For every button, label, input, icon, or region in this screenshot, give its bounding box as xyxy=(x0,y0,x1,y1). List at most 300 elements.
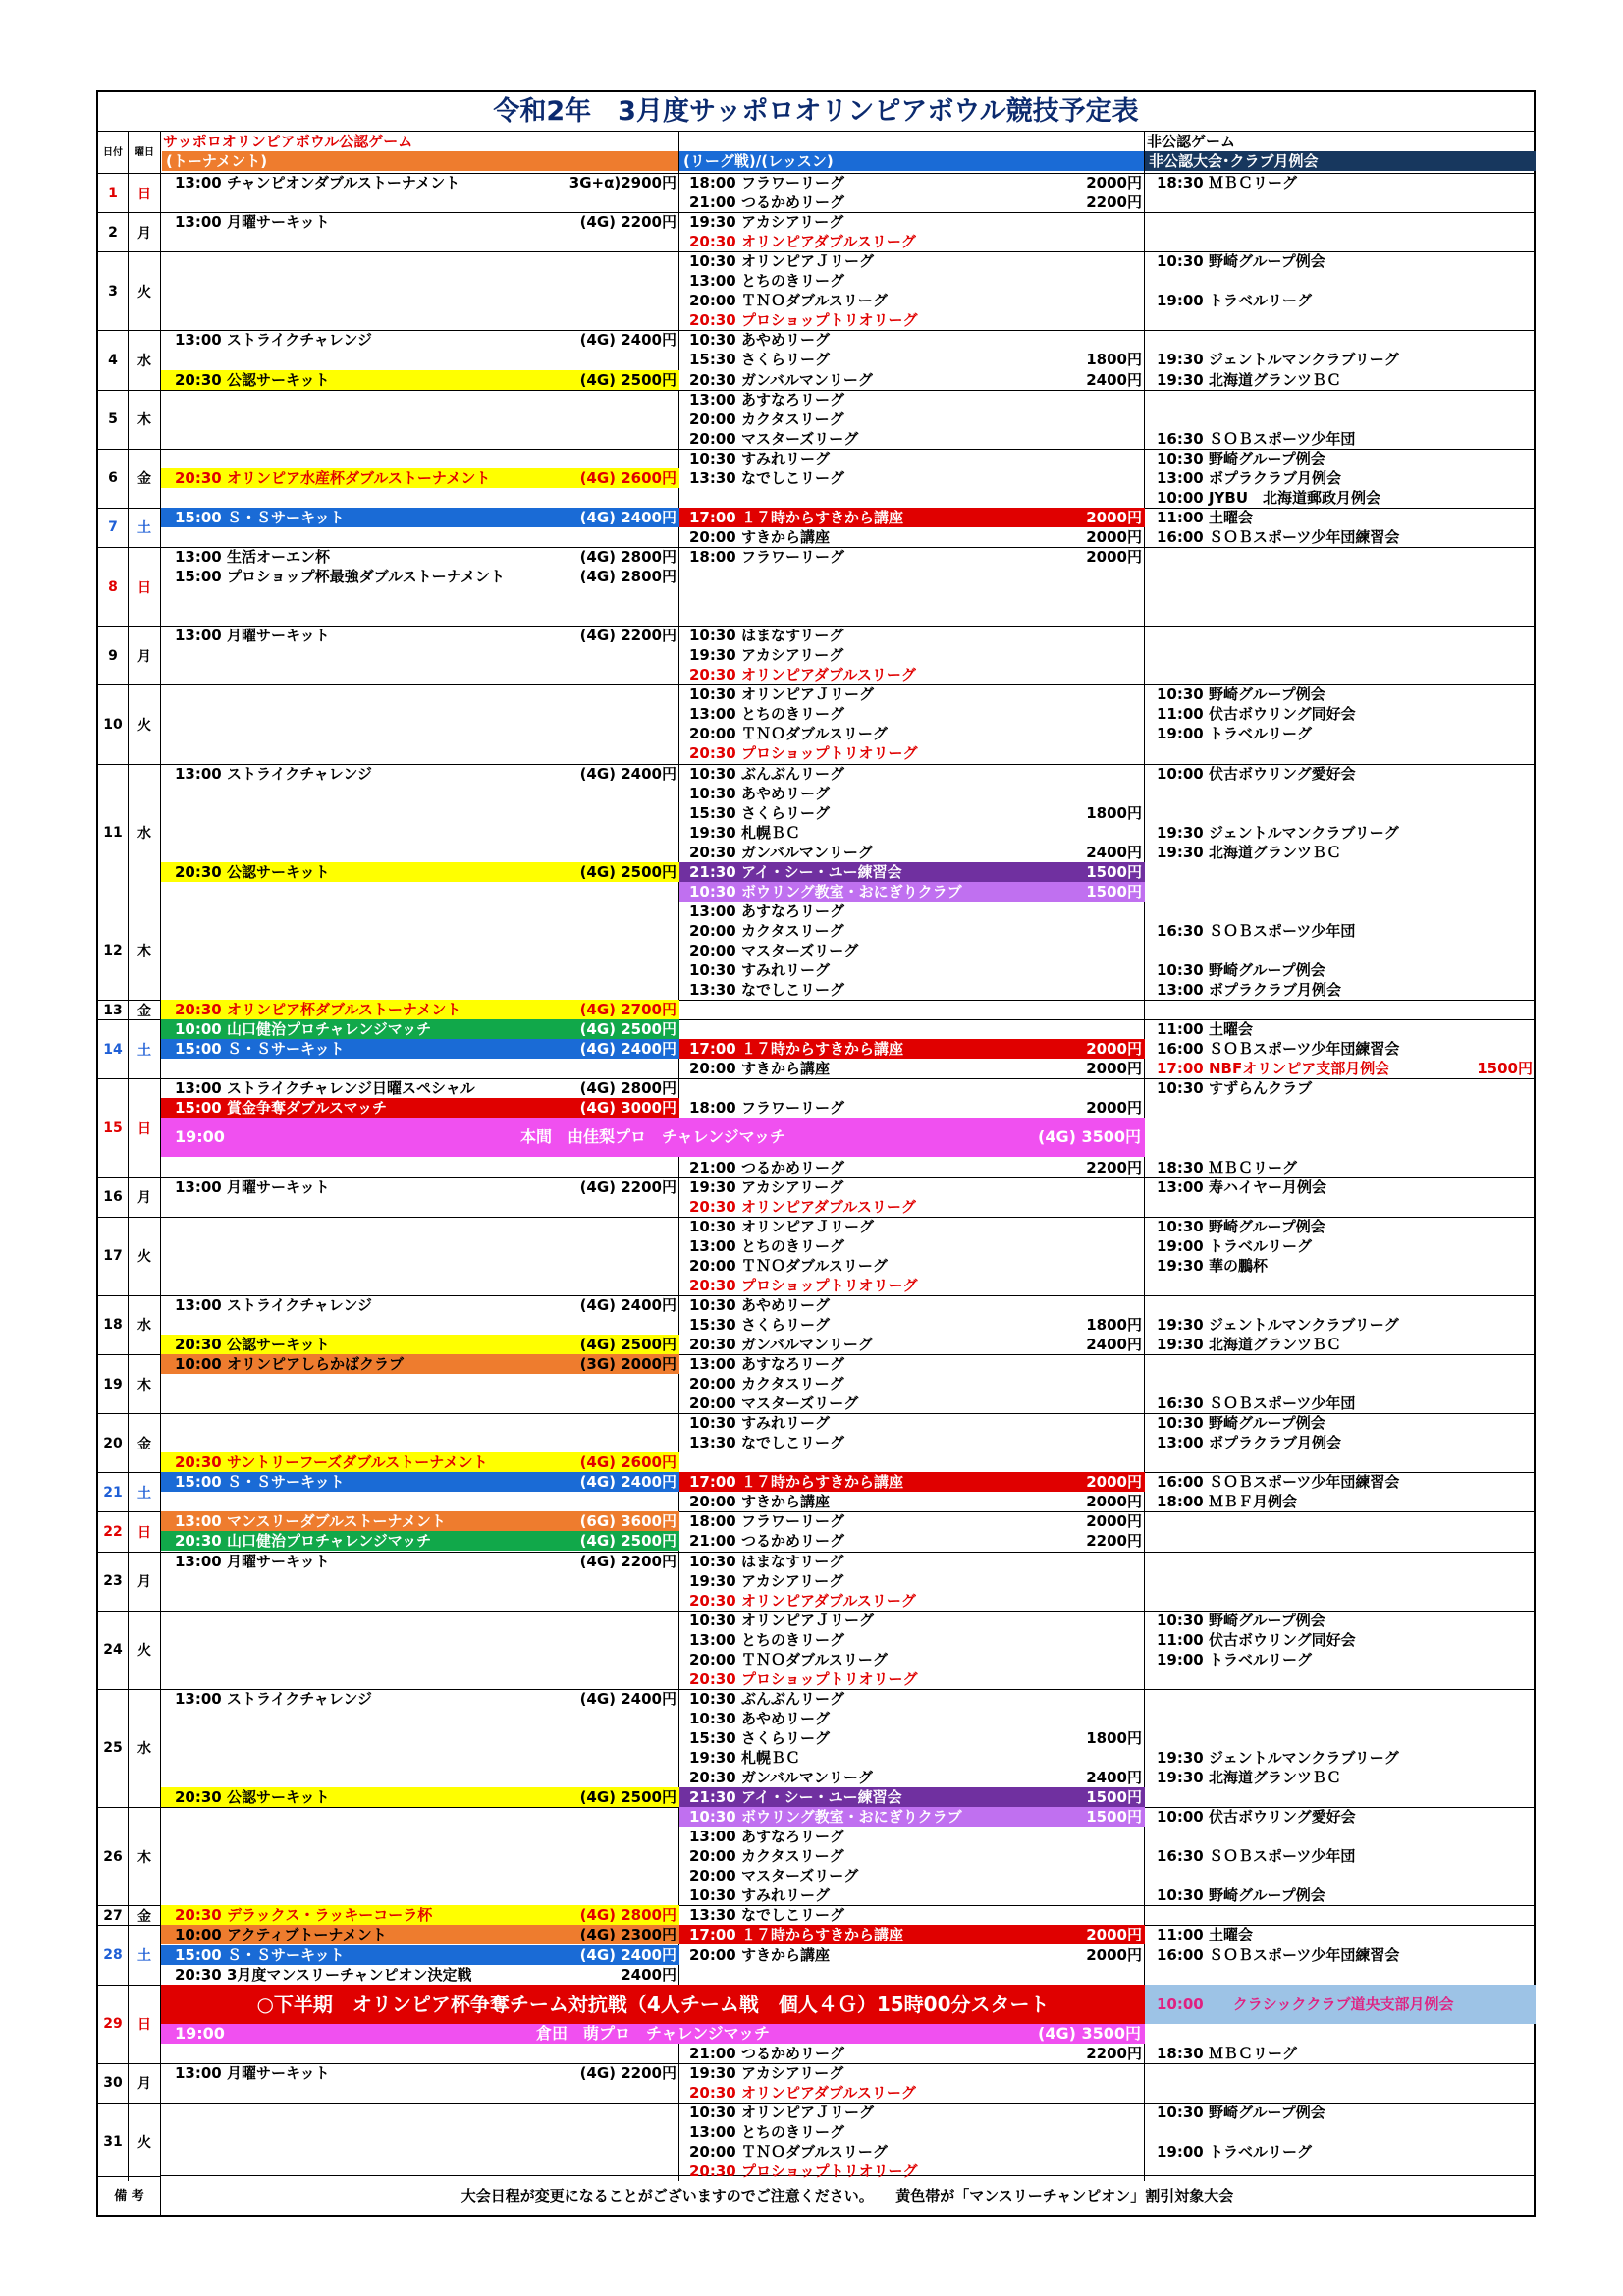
col2-event xyxy=(679,1571,1145,1591)
event-name: 21:30 アイ・シー・ユー練習会 xyxy=(689,862,902,881)
col3-event xyxy=(1145,1394,1536,1413)
event-name: 10:30 すみれリーグ xyxy=(689,1414,830,1433)
col2-event xyxy=(679,1354,1145,1374)
col2-event xyxy=(679,1866,1145,1886)
event-price: (4G) 2600円 xyxy=(579,1453,676,1472)
col1-event xyxy=(161,1511,679,1531)
event-name: 19:30 ジェントルマンクラブリーグ xyxy=(1157,823,1399,842)
col2-event xyxy=(679,941,1145,960)
col2-event xyxy=(679,1315,1145,1335)
col2-event xyxy=(679,1768,1145,1787)
col2-event xyxy=(679,1335,1145,1354)
event-name: 10:00 伏古ボウリング愛好会 xyxy=(1157,1808,1356,1827)
day-number: 7 xyxy=(98,509,129,547)
event-name: 16:00 ＳＯＢスポーツ少年団練習会 xyxy=(1157,1473,1400,1492)
official-header: サッポロオリンピアボウル公認ゲーム xyxy=(163,133,413,150)
event-price: (4G) 2200円 xyxy=(579,2063,676,2082)
event-name: 15:00 賞金争奪ダブルスマッチ xyxy=(175,1099,388,1118)
col3-event xyxy=(1145,291,1536,310)
event-name: 13:00 寿ハイヤー月例会 xyxy=(1157,1177,1326,1196)
event-price: 2000円 xyxy=(1086,1493,1142,1511)
weekday: 土 xyxy=(137,1042,151,1059)
event-name: 10:30 すみれリーグ xyxy=(689,1886,830,1905)
day-cell xyxy=(98,1807,161,1905)
col3-event xyxy=(1145,1807,1536,1827)
col2-event xyxy=(679,1689,1145,1709)
event-name: 13:00 あすなろリーグ xyxy=(689,1355,844,1373)
col3-event xyxy=(1145,1217,1536,1236)
event-name: 20:30 オリンピアダブルスリーグ xyxy=(689,666,916,684)
col1-event xyxy=(161,212,679,232)
event-name: 10:00 山口健治プロチャレンジマッチ xyxy=(175,1020,432,1039)
col2-event xyxy=(679,1158,1145,1177)
event-name: 20:00 マスターズリーグ xyxy=(689,1394,859,1413)
event-name: 20:30 オリンピア水産杯ダブルストーナメント xyxy=(175,468,491,487)
col1-event xyxy=(161,764,679,784)
event-name: 19:00 トラベルリーグ xyxy=(1157,2143,1312,2160)
event-name: 20:30 オリンピアダブルスリーグ xyxy=(689,2083,916,2102)
event-price: 2000円 xyxy=(1086,1473,1142,1492)
day-number: 31 xyxy=(98,2104,129,2181)
event-name: 10:30 オリンピアＪリーグ xyxy=(689,1611,874,1629)
day-cell xyxy=(98,2103,161,2181)
event-price: (4G) 2400円 xyxy=(579,1040,676,1059)
col2-event xyxy=(679,2044,1145,2063)
event-price: (4G) 2500円 xyxy=(579,370,676,389)
weekday: 木 xyxy=(137,1849,151,1866)
event-name: 21:30 アイ・シー・ユー練習会 xyxy=(689,1788,902,1807)
col2-event xyxy=(679,173,1145,192)
col2-event xyxy=(679,1709,1145,1728)
event-name: 20:30 ガンバルマンリーグ xyxy=(689,843,873,861)
col2-event xyxy=(679,271,1145,291)
event-name: 13:00 月曜サーキット xyxy=(175,2063,330,2082)
event-name: 21:00 つるかめリーグ xyxy=(689,2044,844,2062)
col3-event xyxy=(1145,429,1536,449)
day-number: 1 xyxy=(98,174,129,212)
weekday: 金 xyxy=(137,1908,151,1925)
weekday: 土 xyxy=(137,1948,151,1964)
event-price: 2400円 xyxy=(1086,843,1142,861)
event-name: 19:00 トラベルリーグ xyxy=(1157,1236,1312,1255)
col2-event xyxy=(679,1650,1145,1669)
event-name: 15:00 Ｓ・Ｓサーキット xyxy=(175,1945,345,1964)
col3-event xyxy=(1145,1650,1536,1669)
day-number: 26 xyxy=(98,1808,129,1905)
col3-event xyxy=(1145,1472,1536,1492)
event-price: 1800円 xyxy=(1086,803,1142,822)
col1-event xyxy=(161,1019,679,1039)
day-cell xyxy=(98,449,161,508)
col2-event xyxy=(679,1905,1145,1925)
col2-event xyxy=(679,1728,1145,1748)
event-price: (4G) 2400円 xyxy=(579,1473,676,1492)
col3-event xyxy=(1145,1335,1536,1354)
day-cell xyxy=(98,1413,161,1472)
day-number: 3 xyxy=(98,252,129,330)
col2-event xyxy=(679,370,1145,390)
day-cell xyxy=(98,1295,161,1354)
event-price: 1800円 xyxy=(1086,351,1142,369)
event-name: 13:00 ボプラクラブ月例会 xyxy=(1157,468,1341,487)
event-name: 10:00 伏古ボウリング愛好会 xyxy=(1157,764,1356,783)
event-name: 20:00 すきから講座 xyxy=(689,1060,830,1078)
event-name: 13:00 月曜サーキット xyxy=(175,1552,330,1570)
col1-event xyxy=(161,1039,679,1059)
event-name: 19:30 華の鵬杯 xyxy=(1157,1256,1268,1275)
event-name: 10:30 オリンピアＪリーグ xyxy=(689,1217,874,1235)
event-price: (4G) 2400円 xyxy=(579,764,676,783)
event-name: 18:00 フラワーリーグ xyxy=(689,547,844,566)
col3-event xyxy=(1145,1433,1536,1452)
day-cell xyxy=(98,1925,161,1984)
col2-event xyxy=(679,1374,1145,1394)
event-name: 18:00 フラワーリーグ xyxy=(689,174,844,191)
col3-event xyxy=(1145,2142,1536,2161)
event-name: 10:30 オリンピアＪリーグ xyxy=(689,2103,874,2121)
banner-time: 19:00 xyxy=(175,1127,225,1147)
event-name: 21:00 つるかめリーグ xyxy=(689,1532,844,1551)
event-name: 13:00 ストライクチャレンジ xyxy=(175,331,373,350)
col2-event xyxy=(679,1433,1145,1452)
day-number: 9 xyxy=(98,627,129,684)
col3-event xyxy=(1145,1158,1536,1177)
date-header: 日付 xyxy=(103,147,123,158)
event-name: 19:30 北海道グランツＢＣ xyxy=(1157,1335,1341,1353)
day-number: 18 xyxy=(98,1296,129,1354)
col2-event xyxy=(679,1276,1145,1295)
event-name: 13:00 月曜サーキット xyxy=(175,627,330,645)
col2-event xyxy=(679,1511,1145,1531)
col1-event xyxy=(161,626,679,645)
event-name: 13:00 とちのきリーグ xyxy=(689,1630,844,1649)
day-number: 15 xyxy=(98,1079,129,1176)
event-price: (6G) 3600円 xyxy=(579,1512,676,1531)
event-price: (4G) 2500円 xyxy=(579,1020,676,1039)
event-name: 10:30 ぶんぶんリーグ xyxy=(689,1689,844,1708)
weekday: 日 xyxy=(137,579,151,596)
weekday: 木 xyxy=(137,1377,151,1394)
col1-event xyxy=(161,1354,679,1374)
team-battle-banner xyxy=(161,1985,1145,2024)
event-name: 10:30 野崎グループ例会 xyxy=(1157,1414,1325,1433)
col2-event xyxy=(679,1098,1145,1118)
col1-event xyxy=(161,1905,679,1925)
col3-event xyxy=(1145,684,1536,704)
weekday: 土 xyxy=(137,520,151,537)
weekday: 火 xyxy=(137,1643,151,1660)
event-name: 17:00 １７時からすきから講座 xyxy=(689,1473,903,1492)
event-name: 20:30 プロショップトリオリーグ xyxy=(689,311,918,330)
day-number: 11 xyxy=(98,765,129,902)
col3-event xyxy=(1145,1748,1536,1768)
event-name: 10:30 野崎グループ例会 xyxy=(1157,1217,1325,1235)
event-name: 18:30 ＭＢＣリーグ xyxy=(1157,2044,1297,2062)
weekday: 日 xyxy=(137,2017,151,2034)
col2-event xyxy=(679,547,1145,567)
day-cell xyxy=(98,330,161,389)
col2-event xyxy=(679,1591,1145,1611)
day-number: 21 xyxy=(98,1473,129,1511)
banner-time: 19:00 xyxy=(175,2023,225,2043)
col2-event xyxy=(679,429,1145,449)
event-name: 16:30 ＳＯＢスポーツ少年団 xyxy=(1157,921,1356,940)
event-name: 10:30 すみれリーグ xyxy=(689,961,830,979)
col2-event xyxy=(679,1472,1145,1492)
col2-event xyxy=(679,2142,1145,2161)
col1-event xyxy=(161,1335,679,1354)
event-name: 17:00 １７時からすきから講座 xyxy=(689,508,903,526)
event-name: 16:30 ＳＯＢスポーツ少年団 xyxy=(1157,1847,1356,1866)
event-name: 17:00 １７時からすきから講座 xyxy=(689,1926,903,1944)
col3-event xyxy=(1145,370,1536,390)
event-name: 13:00 とちのきリーグ xyxy=(689,1236,844,1255)
col2-event xyxy=(679,1295,1145,1315)
event-name: 15:30 さくらリーグ xyxy=(689,803,830,822)
event-name: 20:30 公認サーキット xyxy=(175,370,330,389)
event-name: 13:30 なでしこリーグ xyxy=(689,1434,844,1452)
event-price: 2200円 xyxy=(1086,1532,1142,1551)
weekday: 金 xyxy=(137,471,151,488)
col3-event xyxy=(1145,468,1536,488)
event-name: 11:00 伏古ボウリング同好会 xyxy=(1157,1630,1356,1649)
col1-event xyxy=(161,173,679,192)
col1-event xyxy=(161,2063,679,2083)
event-price: 2000円 xyxy=(1086,527,1142,546)
day-cell xyxy=(98,212,161,251)
event-name: 13:00 とちのきリーグ xyxy=(689,272,844,291)
col3-event xyxy=(1145,1630,1536,1650)
col2-event xyxy=(679,626,1145,645)
event-price: 2400円 xyxy=(1086,1769,1142,1787)
event-name: 10:30 あやめリーグ xyxy=(689,1295,830,1314)
col2-event xyxy=(679,1256,1145,1276)
day-number: 16 xyxy=(98,1178,129,1217)
event-price: 1500円 xyxy=(1086,1788,1142,1807)
day-number: 8 xyxy=(98,548,129,626)
event-name: 15:00 Ｓ・Ｓサーキット xyxy=(175,1040,345,1059)
weekday: 金 xyxy=(137,1003,151,1019)
event-price: 1800円 xyxy=(1086,1315,1142,1334)
col1-event xyxy=(161,468,679,488)
col3-event xyxy=(1145,488,1536,508)
col3-event xyxy=(1145,1886,1536,1905)
event-name: 18:30 ＭＢＣリーグ xyxy=(1157,174,1297,191)
col1-event xyxy=(161,567,679,586)
col2-event xyxy=(679,1492,1145,1511)
event-price: (4G) 2800円 xyxy=(579,568,676,585)
event-name: 16:30 ＳＯＢスポーツ少年団 xyxy=(1157,1394,1356,1413)
page-title: 令和2年 3月度サッポロオリンピアボウル競技予定表 xyxy=(98,92,1534,132)
day-cell xyxy=(98,173,161,212)
col1-event xyxy=(161,1945,679,1965)
event-price: 2000円 xyxy=(1086,547,1142,566)
day-cell xyxy=(98,2063,161,2103)
day-number: 25 xyxy=(98,1690,129,1807)
banner-title: 倉田 萌プロ チャレンジマッチ xyxy=(535,2023,771,2043)
event-price: (4G) 2200円 xyxy=(579,213,676,232)
col1-event xyxy=(161,1177,679,1197)
col3-event xyxy=(1145,1177,1536,1197)
event-name: 20:00 カクタスリーグ xyxy=(689,410,844,428)
event-price: 2000円 xyxy=(1086,1945,1142,1964)
col1-event xyxy=(161,547,679,567)
col2-event xyxy=(679,350,1145,369)
day-cell xyxy=(98,1217,161,1295)
day-number: 19 xyxy=(98,1355,129,1413)
col2-event xyxy=(679,310,1145,330)
event-name: 20:30 オリンピアダブルスリーグ xyxy=(689,1591,916,1610)
event-name: 20:30 デラックス・ラッキーコーラ杯 xyxy=(175,1906,433,1925)
col2-event xyxy=(679,843,1145,862)
day-cell xyxy=(98,764,161,902)
event-price: 2400円 xyxy=(1086,370,1142,389)
event-price: (4G) 2400円 xyxy=(579,1295,676,1314)
weekday: 火 xyxy=(137,2135,151,2152)
event-name: 18:00 ＭＢＦ月例会 xyxy=(1157,1493,1297,1511)
event-name: 20:30 オリンピアダブルスリーグ xyxy=(689,233,916,251)
event-name: 20:30 サントリーフーズダブルストーナメント xyxy=(175,1453,488,1472)
col2-event xyxy=(679,1630,1145,1650)
event-price: 1500円 xyxy=(1477,1060,1533,1078)
event-name: 11:00 土曜会 xyxy=(1157,1020,1253,1039)
event-name: 18:00 フラワーリーグ xyxy=(689,1099,844,1118)
tournament-header: (トーナメント) xyxy=(162,151,678,171)
col2-event xyxy=(679,468,1145,488)
col2-event xyxy=(679,2083,1145,2103)
col2-event xyxy=(679,882,1145,902)
day-number: 29 xyxy=(98,1986,129,2063)
event-name: 19:00 トラベルリーグ xyxy=(1157,725,1312,743)
col2-event xyxy=(679,449,1145,468)
event-name: 19:30 ジェントルマンクラブリーグ xyxy=(1157,1315,1399,1334)
event-price: (4G) 2200円 xyxy=(579,627,676,645)
event-name: 13:00 とちのきリーグ xyxy=(689,2122,844,2141)
event-name: 11:00 伏古ボウリング同好会 xyxy=(1157,705,1356,724)
event-name: 13:00 あすなろリーグ xyxy=(689,390,844,409)
weekday: 火 xyxy=(137,284,151,301)
event-name: 20:00 すきから講座 xyxy=(689,527,830,546)
col1-event xyxy=(161,1098,679,1118)
event-name: 20:00 ＴＮＯダブルスリーグ xyxy=(689,725,888,743)
event-price: (4G) 2800円 xyxy=(579,1079,676,1098)
day-cell xyxy=(98,1689,161,1807)
day-number: 28 xyxy=(98,1926,129,1984)
col2-event xyxy=(679,1669,1145,1689)
col3-event xyxy=(1145,2103,1536,2122)
weekday: 月 xyxy=(137,1574,151,1591)
event-name: 13:00 ストライクチャレンジ xyxy=(175,764,373,783)
col3-event xyxy=(1145,1768,1536,1787)
event-name: 20:30 3月度マンスリーチャンピオン決定戦 xyxy=(175,1965,472,1984)
day-number: 24 xyxy=(98,1612,129,1689)
col2-event xyxy=(679,1807,1145,1827)
weekday: 木 xyxy=(137,412,151,429)
event-name: 11:00 土曜会 xyxy=(1157,508,1253,526)
event-name: 16:00 ＳＯＢスポーツ少年団練習会 xyxy=(1157,1945,1400,1964)
col3-event xyxy=(1145,1256,1536,1276)
weekday: 水 xyxy=(137,826,151,843)
col2-event xyxy=(679,960,1145,980)
col2-event xyxy=(679,1945,1145,1965)
col2-event xyxy=(679,665,1145,684)
col3-event xyxy=(1145,1039,1536,1059)
weekday: 火 xyxy=(137,717,151,734)
col1-event xyxy=(161,862,679,882)
event-name: 20:30 オリンピア杯ダブルストーナメント xyxy=(175,1001,461,1019)
day-number: 27 xyxy=(98,1906,129,1925)
event-name: 10:30 野崎グループ例会 xyxy=(1157,252,1325,271)
event-name: 20:00 ＴＮＯダブルスリーグ xyxy=(689,292,888,310)
event-price: 2200円 xyxy=(1086,1158,1142,1176)
event-name: 13:00 あすなろリーグ xyxy=(689,902,844,920)
event-name: 13:00 ストライクチャレンジ日曜スペシャル xyxy=(175,1079,475,1098)
event-price: (4G) 2500円 xyxy=(579,1335,676,1353)
weekday: 火 xyxy=(137,1249,151,1266)
event-name: 20:00 マスターズリーグ xyxy=(689,429,859,448)
event-name: 19:30 アカシアリーグ xyxy=(689,1571,844,1590)
col1-event xyxy=(161,1925,679,1944)
event-price: (3G) 2000円 xyxy=(579,1355,676,1373)
event-name: 20:00 ＴＮＯダブルスリーグ xyxy=(689,1256,888,1275)
col3-event xyxy=(1145,1846,1536,1866)
event-price: (4G) 2400円 xyxy=(579,331,676,350)
event-name: 13:00 マンスリーダブルストーナメント xyxy=(175,1512,446,1531)
event-price: 2000円 xyxy=(1086,174,1142,191)
event-name: 13:30 なでしこリーグ xyxy=(689,981,844,1000)
col1-event xyxy=(161,1689,679,1709)
event-price: 2000円 xyxy=(1086,1926,1142,1944)
event-price: 2400円 xyxy=(1086,1335,1142,1353)
event-name: 15:00 プロショップ杯最強ダブルストーナメント xyxy=(175,568,506,585)
event-name: 13:00 とちのきリーグ xyxy=(689,705,844,724)
weekday: 水 xyxy=(137,1741,151,1758)
event-name: 10:30 野崎グループ例会 xyxy=(1157,2103,1325,2121)
event-name: 19:30 アカシアリーグ xyxy=(689,646,844,665)
event-name: 20:00 すきから講座 xyxy=(689,1493,830,1511)
day-cell xyxy=(98,902,161,1000)
day-number: 20 xyxy=(98,1414,129,1472)
col3-event xyxy=(1145,1492,1536,1511)
weekday: 水 xyxy=(137,353,151,369)
day-number: 12 xyxy=(98,902,129,1000)
day-cell xyxy=(98,1552,161,1611)
event-name: 15:00 Ｓ・Ｓサーキット xyxy=(175,508,345,526)
col1-event xyxy=(161,1472,679,1492)
event-name: 10:30 あやめリーグ xyxy=(689,331,830,350)
day-number: 4 xyxy=(98,331,129,389)
weekday: 日 xyxy=(137,186,151,202)
day-cell xyxy=(98,1078,161,1176)
day-cell xyxy=(98,1472,161,1511)
event-name: 20:00 カクタスリーグ xyxy=(689,1847,844,1866)
event-price: (4G) 2400円 xyxy=(579,508,676,526)
day-number: 13 xyxy=(98,1001,129,1019)
col2-event xyxy=(679,2103,1145,2122)
event-price: 3G+α)2900円 xyxy=(568,174,676,191)
day-number: 22 xyxy=(98,1512,129,1551)
event-name: 10:30 オリンピアＪリーグ xyxy=(689,252,874,271)
day-cell xyxy=(98,626,161,684)
col2-event xyxy=(679,1217,1145,1236)
classic-club-banner xyxy=(1145,1985,1536,2024)
event-name: 13:00 ボプラクラブ月例会 xyxy=(1157,981,1341,1000)
event-price: (4G) 3000円 xyxy=(579,1099,676,1118)
col1-event xyxy=(161,1452,679,1472)
event-name: 15:30 さくらリーグ xyxy=(689,1728,830,1747)
event-name: 20:30 プロショップトリオリーグ xyxy=(689,1276,918,1294)
event-name: 10:00 アクティブトーナメント xyxy=(175,1926,387,1944)
